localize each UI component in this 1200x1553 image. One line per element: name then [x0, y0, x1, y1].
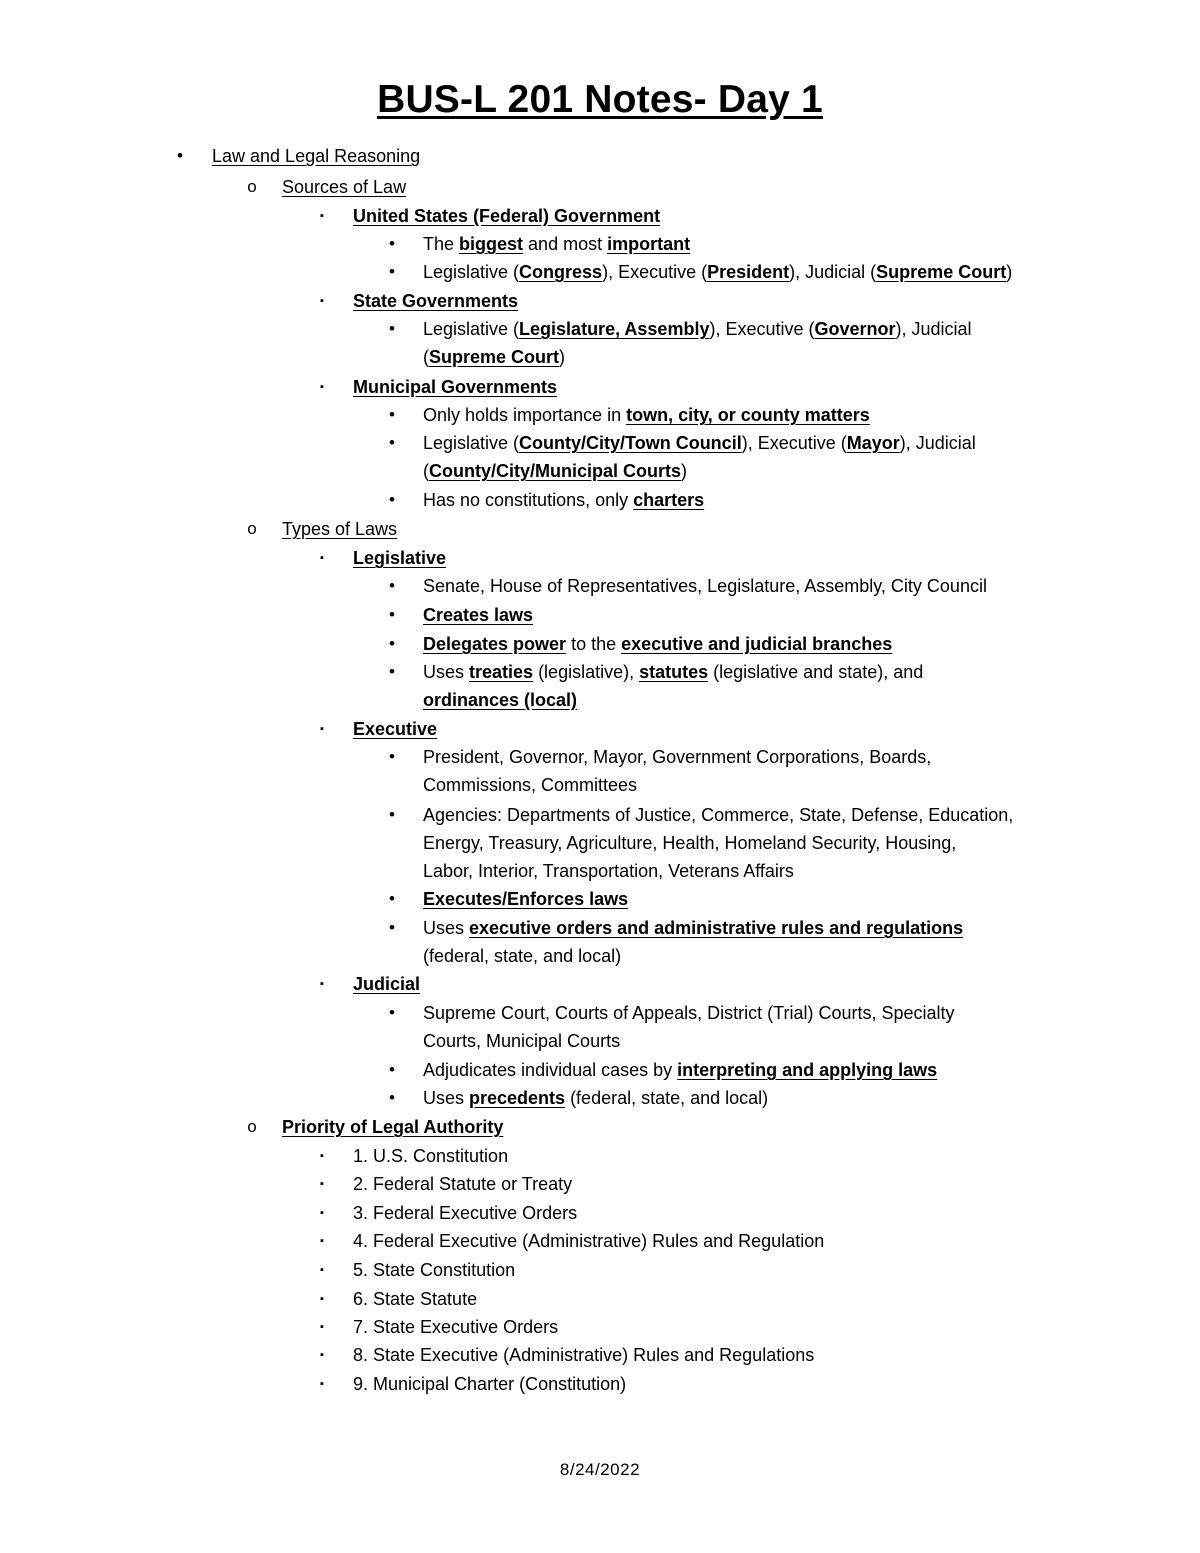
- list-item-continuation: [0, 857, 1200, 885]
- list-item: [0, 315, 1200, 343]
- list-item-text: Agencies: Departments of Justice, Commerce, State, Defense, Education,: [423, 805, 1014, 825]
- heading-federal-government: United States (Federal) Government: [353, 206, 661, 226]
- heading-judicial: Judicial: [353, 974, 421, 994]
- list-item: [0, 743, 1200, 771]
- list-item-text: President, Governor, Mayor, Government Corporations, Boards,: [423, 747, 932, 767]
- list-item: [0, 1370, 1200, 1398]
- list-item: [0, 401, 1200, 429]
- list-item-text: Courts, Municipal Courts: [423, 1031, 621, 1051]
- heading-sources-of-law: Sources of Law: [282, 177, 407, 197]
- square-bullet-icon: ▪: [320, 210, 324, 222]
- disc-bullet-icon: •: [389, 918, 395, 937]
- square-bullet-icon: ▪: [320, 552, 324, 564]
- square-bullet-icon: ▪: [320, 381, 324, 393]
- list-item-text: 8. State Executive (Administrative) Rules and Regulations: [353, 1345, 815, 1365]
- list-item-continuation: [0, 1027, 1200, 1055]
- list-item-continuation: [0, 942, 1200, 970]
- list-item-text: 2. Federal Statute or Treaty: [353, 1174, 573, 1194]
- outline-item-federal-government: [0, 202, 1200, 230]
- list-item-text: 9. Municipal Charter (Constitution): [353, 1374, 627, 1394]
- outline-item-sources-of-law: [0, 173, 1200, 201]
- list-item-text: Uses executive orders and administrative rules and regulations: [423, 918, 964, 938]
- square-bullet-icon: ▪: [320, 978, 324, 990]
- list-item-continuation: [0, 343, 1200, 371]
- list-item-text: Uses treaties (legislative), statutes (legislative and state), and: [423, 662, 924, 682]
- square-bullet-icon: ▪: [320, 1349, 324, 1361]
- list-item-continuation: [0, 457, 1200, 485]
- footer-date: 8/24/2022: [559, 1460, 641, 1479]
- list-item: [0, 999, 1200, 1027]
- square-bullet-icon: ▪: [320, 1293, 324, 1305]
- disc-bullet-icon: •: [389, 490, 395, 509]
- list-item-text: 6. State Statute: [353, 1289, 478, 1309]
- list-item-text: 1. U.S. Constitution: [353, 1146, 509, 1166]
- list-item: [0, 1313, 1200, 1341]
- list-item: [0, 885, 1200, 913]
- list-item-text: Has no constitutions, only charters: [423, 490, 705, 510]
- list-item: [0, 1056, 1200, 1084]
- list-item-text: ordinances (local): [423, 690, 578, 710]
- outline-item-types-of-laws: [0, 515, 1200, 543]
- disc-bullet-icon: •: [389, 747, 395, 766]
- heading-municipal-governments: Municipal Governments: [353, 377, 558, 397]
- square-bullet-icon: ▪: [320, 1207, 324, 1219]
- disc-bullet-icon: •: [389, 319, 395, 338]
- list-item-text: (federal, state, and local): [423, 946, 622, 966]
- square-bullet-icon: ▪: [320, 295, 324, 307]
- list-item: [0, 1227, 1200, 1255]
- circle-bullet-icon: o: [247, 177, 257, 196]
- list-item-text: (County/City/Municipal Courts): [423, 461, 687, 481]
- disc-bullet-icon: •: [389, 433, 395, 452]
- circle-bullet-icon: o: [247, 519, 257, 538]
- disc-bullet-icon: •: [389, 889, 395, 908]
- heading-executive: Executive: [353, 719, 438, 739]
- circle-bullet-icon: o: [247, 1117, 257, 1136]
- disc-bullet-icon: •: [389, 1003, 395, 1022]
- list-item-text: Adjudicates individual cases by interpreting and applying laws: [423, 1060, 938, 1080]
- outline-item-legislative: [0, 544, 1200, 572]
- list-item-text: Executes/Enforces laws: [423, 889, 629, 909]
- list-item: [0, 914, 1200, 942]
- outline-item-state-governments: [0, 287, 1200, 315]
- list-item-continuation: [0, 771, 1200, 799]
- list-item-text: Creates laws: [423, 605, 534, 625]
- list-item-text: 3. Federal Executive Orders: [353, 1203, 578, 1223]
- list-item-text: 7. State Executive Orders: [353, 1317, 559, 1337]
- list-item-text: Legislative (County/City/Town Council), Executive (Mayor), Judicial: [423, 433, 976, 453]
- heading-types-of-laws: Types of Laws: [282, 519, 398, 539]
- disc-bullet-icon: •: [389, 605, 395, 624]
- list-item-text: Energy, Treasury, Agriculture, Health, Homeland Security, Housing,: [423, 833, 957, 853]
- list-item: [0, 630, 1200, 658]
- list-item: [0, 1285, 1200, 1313]
- list-item: [0, 601, 1200, 629]
- disc-bullet-icon: •: [389, 576, 395, 595]
- square-bullet-icon: ▪: [320, 723, 324, 735]
- outline-item-municipal-governments: [0, 373, 1200, 401]
- outline-item-executive: [0, 715, 1200, 743]
- list-item: [0, 1199, 1200, 1227]
- square-bullet-icon: ▪: [320, 1178, 324, 1190]
- heading-law-and-legal-reasoning: Law and Legal Reasoning: [212, 146, 421, 166]
- disc-bullet-icon: •: [389, 662, 395, 681]
- page-title: BUS-L 201 Notes- Day 1: [377, 78, 823, 121]
- heading-priority-of-legal-authority: Priority of Legal Authority: [282, 1117, 504, 1137]
- list-item-text: Only holds importance in town, city, or county matters: [423, 405, 870, 425]
- list-item: [0, 486, 1200, 514]
- list-item: [0, 1341, 1200, 1369]
- list-item: [0, 1170, 1200, 1198]
- list-item: [0, 1084, 1200, 1112]
- disc-bullet-icon: •: [389, 234, 395, 253]
- disc-bullet-icon: •: [177, 146, 183, 165]
- outline-item-law-and-legal-reasoning: [0, 142, 1200, 170]
- square-bullet-icon: ▪: [320, 1321, 324, 1333]
- list-item-continuation: [0, 829, 1200, 857]
- disc-bullet-icon: •: [389, 805, 395, 824]
- list-item-text: Uses precedents (federal, state, and local): [423, 1088, 769, 1108]
- square-bullet-icon: ▪: [320, 1378, 324, 1390]
- list-item-text: Supreme Court, Courts of Appeals, District (Trial) Courts, Specialty: [423, 1003, 955, 1023]
- list-item: [0, 429, 1200, 457]
- list-item-text: The biggest and most important: [423, 234, 691, 254]
- heading-state-governments: State Governments: [353, 291, 519, 311]
- list-item: [0, 801, 1200, 829]
- square-bullet-icon: ▪: [320, 1150, 324, 1162]
- list-item: [0, 258, 1200, 286]
- outline-item-priority-of-legal-authority: [0, 1113, 1200, 1141]
- list-item: [0, 1256, 1200, 1284]
- disc-bullet-icon: •: [389, 634, 395, 653]
- list-item-continuation: [0, 686, 1200, 714]
- list-item-text: Delegates power to the executive and judicial branches: [423, 634, 893, 654]
- list-item: [0, 230, 1200, 258]
- disc-bullet-icon: •: [389, 1060, 395, 1079]
- square-bullet-icon: ▪: [320, 1264, 324, 1276]
- list-item-text: Legislative (Legislature, Assembly), Executive (Governor), Judicial: [423, 319, 972, 339]
- list-item-text: Labor, Interior, Transportation, Veterans Affairs: [423, 861, 794, 881]
- square-bullet-icon: ▪: [320, 1235, 324, 1247]
- list-item-text: Commissions, Committees: [423, 775, 638, 795]
- disc-bullet-icon: •: [389, 262, 395, 281]
- disc-bullet-icon: •: [389, 1088, 395, 1107]
- disc-bullet-icon: •: [389, 405, 395, 424]
- list-item: [0, 1142, 1200, 1170]
- heading-legislative: Legislative: [353, 548, 447, 568]
- list-item-text: Legislative (Congress), Executive (President), Judicial (Supreme Court): [423, 262, 1013, 282]
- outline-item-judicial: [0, 970, 1200, 998]
- list-item-text: Senate, House of Representatives, Legislature, Assembly, City Council: [423, 576, 987, 596]
- list-item-text: 5. State Constitution: [353, 1260, 516, 1280]
- list-item: [0, 572, 1200, 600]
- list-item-text: (Supreme Court): [423, 347, 566, 367]
- list-item: [0, 658, 1200, 686]
- list-item-text: 4. Federal Executive (Administrative) Rules and Regulation: [353, 1231, 825, 1251]
